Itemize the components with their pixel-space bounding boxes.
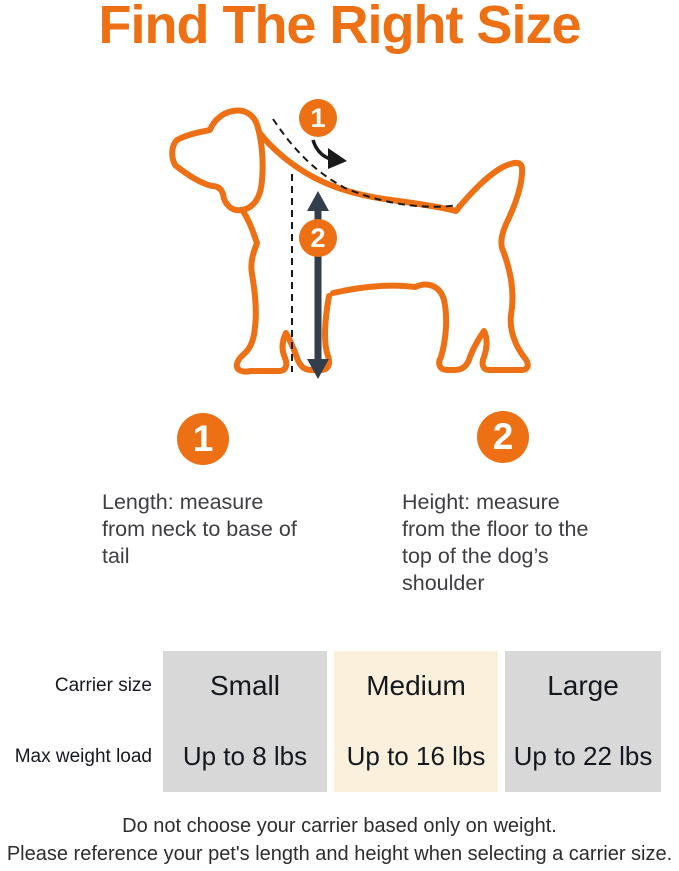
footer-note	[0, 812, 679, 868]
annotation-2-line-2: from the floor to the	[402, 517, 589, 541]
size-table	[0, 651, 679, 792]
dog-head-outline	[172, 111, 262, 211]
footer-note-line-1: Do not choose your carrier based only on weight.	[122, 815, 557, 837]
annotation-2-text	[402, 489, 632, 597]
small-max-weight: Up to 8 lbs	[182, 741, 308, 772]
annotation-2-line-3: top of the dog’s	[402, 544, 549, 568]
size-column-small	[163, 651, 327, 792]
length-pointer-arrowhead	[328, 148, 347, 169]
size-column-large	[505, 651, 661, 792]
figure-marker-2-badge	[299, 219, 337, 257]
figure-marker-1-number: 1	[310, 102, 326, 133]
large-size-name: Large	[547, 670, 619, 702]
medium-size-name: Medium	[366, 670, 466, 702]
figure-marker-2-number: 2	[310, 222, 326, 253]
annotation-2-number-badge	[477, 411, 529, 463]
page-title: Find The Right Size	[98, 0, 581, 55]
annotation-1-line-1: Length: measure	[102, 490, 264, 514]
annotation-1-line-2: from neck to base of	[102, 517, 297, 541]
annotation-2-number: 2	[492, 416, 514, 457]
annotation-2-line-4: shoulder	[402, 571, 485, 595]
dog-body-outline	[259, 132, 528, 370]
max-weight-row-label: Max weight load	[14, 746, 152, 767]
dog-measurement-diagram	[0, 0, 679, 430]
dog-outline	[172, 111, 528, 372]
length-pointer-arrow	[313, 140, 330, 159]
figure-marker-1-badge	[299, 99, 337, 137]
small-size-name: Small	[209, 670, 280, 702]
footer-note-line-2: Please reference your pet's length and height when selecting a carrier size.	[6, 843, 673, 865]
medium-max-weight: Up to 16 lbs	[346, 741, 486, 772]
annotation-1-text	[102, 489, 332, 570]
annotation-1-number-badge	[177, 413, 229, 465]
large-max-weight: Up to 22 lbs	[513, 741, 653, 772]
annotation-2-line-1: Height: measure	[402, 490, 560, 514]
carrier-size-row-label: Carrier size	[54, 675, 152, 696]
size-column-medium	[334, 651, 498, 792]
annotation-1-number: 1	[192, 418, 214, 459]
annotation-1-line-3: tail	[102, 544, 130, 568]
